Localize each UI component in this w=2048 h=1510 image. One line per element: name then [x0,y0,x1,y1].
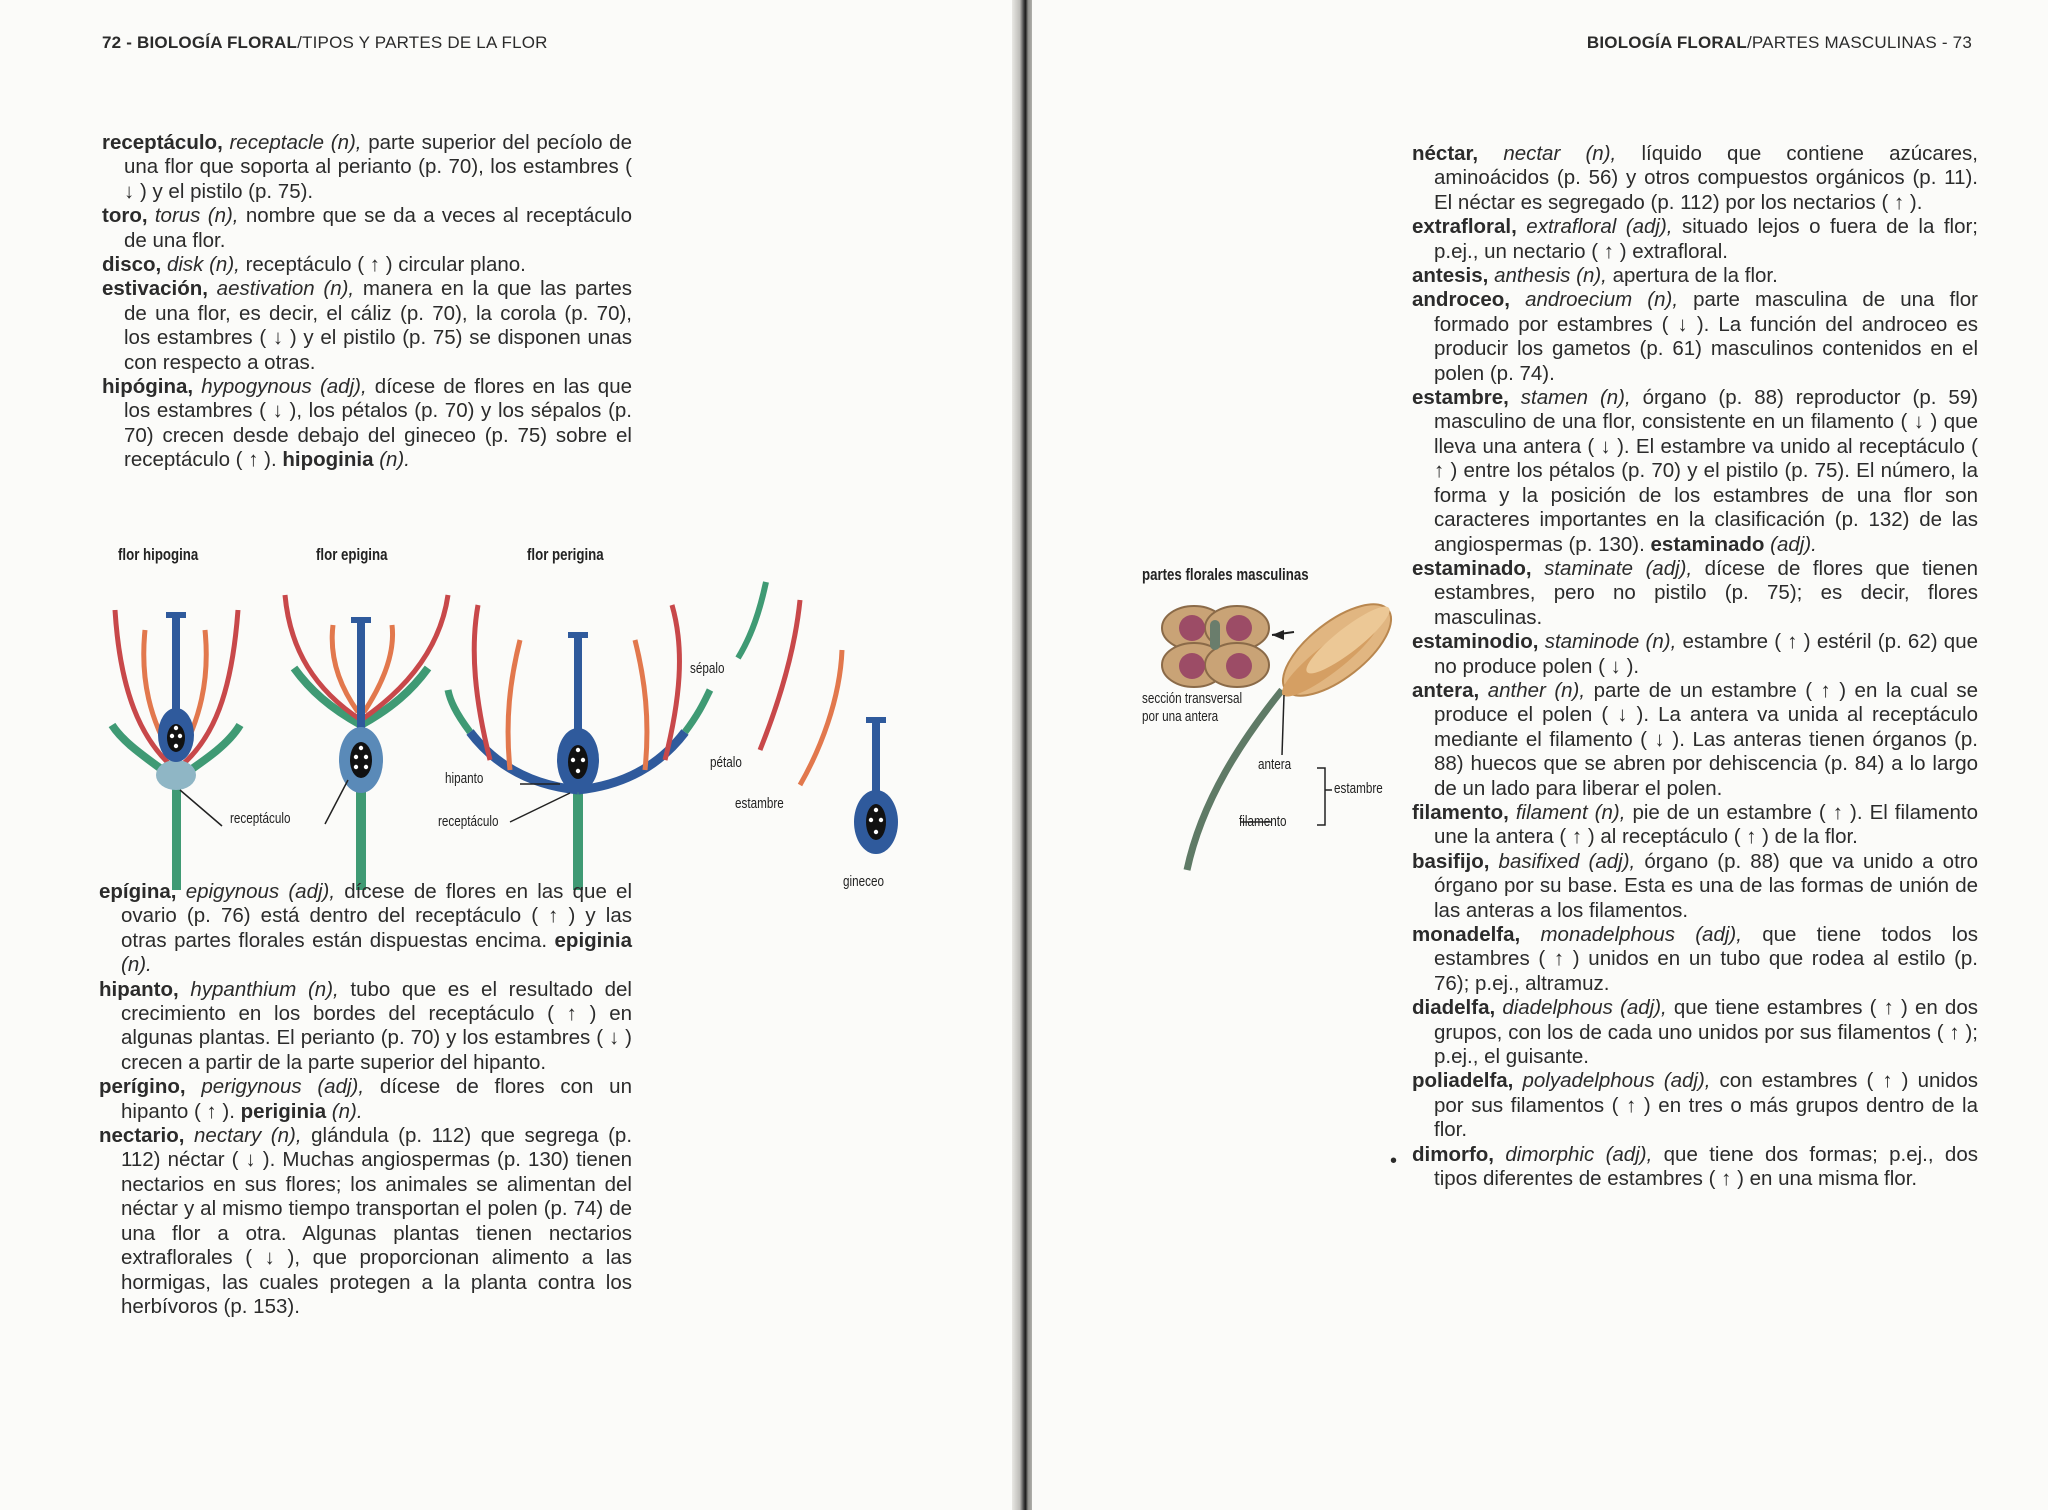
glossary-entry [99,880,632,978]
margin-bullet: • [1390,1150,1398,1172]
entry-term: extrafloral, [1412,215,1517,239]
entry-definition: que tiene todos los estambres ( ↑ ) unidos en un tubo que rodea al estilo (p. 76); p.ej., altramuz. [1434,923,1978,995]
label-estambre-left: estambre [735,795,784,812]
entry-english: extrafloral (adj), [1526,215,1673,239]
entry-definition: glándula (p. 112) que segrega (p. 112) néctar ( ↓ ). Muchas angiospermas (p. 130) tienen nectarios en sus flores; los animales se alimentan del néctar y al mismo tiempo transportan el polen (p. 74) de una flor a otra. Algunas plantas tienen nectarios extraflorales ( ↓ ), que proporcionan alimento a las hormigas, las cuales protegen a la planta contra los herbívoros (p. 153). [121,1124,633,1318]
label-filamento: filamento [1239,813,1287,830]
entry-term: basifijo, [1412,849,1490,873]
entry-definition: pie de un estambre ( ↑ ). El filamento une la antera ( ↑ ) al receptáculo ( ↑ ) de la flor. [1434,800,1978,849]
glossary-entry [1412,923,1978,996]
entry-english: staminode (n), [1544,630,1677,654]
entry-term: poliadelfa, [1412,1069,1514,1093]
entry-term: antera, [1412,678,1480,702]
hypogynous-flower [112,610,240,890]
entry-derived-term: periginia [240,1099,327,1123]
entry-definition: dícese de flores en las que los estambres ( ↓ ), los pétalos (p. 70) y los sépalos (p. 70) crecen desde debajo del gineceo (p. 75) sobre el receptáculo ( ↑ ). [124,375,632,472]
entry-term: receptáculo, [102,131,223,154]
entry-term: disco, [102,253,162,277]
entry-english: anthesis (n), [1494,264,1607,288]
label-seccion-transversal: sección transversal [1142,690,1243,707]
entry-definition: nombre que se da a veces al receptáculo de una flor. [124,204,632,252]
entry-definition: órgano (p. 88) que va unido a otro órgano por su base. Esta es una de las formas de unión de las anteras a los filamentos. [1434,849,1978,922]
glossary-entry [1412,1143,1978,1192]
entry-derived-term: epiginia [554,928,632,952]
entry-english: epigynous (adj), [185,880,336,903]
glossary-entry [1412,630,1978,679]
glossary-entry [1412,386,1978,557]
entry-english: nectary (n), [194,1124,302,1148]
entry-definition: con estambres ( ↑ ) unidos por sus filamentos ( ↑ ) en tres o más grupos dentro de la flor. [1434,1069,1978,1142]
entry-derived-tag: (n). [331,1099,363,1123]
entry-term: epígina, [99,880,177,903]
entry-english: monadelphous (adj), [1540,923,1742,946]
entry-english: disk (n), [166,253,240,277]
entry-derived-tag: (adj). [1770,532,1817,556]
entry-english: aestivation (n), [216,277,355,301]
glossary-entry [1412,557,1978,630]
entry-definition: parte superior del pecíolo de una flor que soporta al perianto (p. 70), los estambres ( ↓ ) y el pistilo (p. 75). [124,131,632,203]
label-estambre-right: estambre [1334,780,1383,797]
entry-english: nectar (n), [1503,142,1617,165]
entry-english: perigynous (adj), [201,1075,365,1099]
entry-english: receptacle (n), [229,131,362,154]
entry-term: estambre, [1412,386,1509,410]
entry-definition: parte masculina de una flor formado por estambres ( ↓ ). La función del androceo es producir los gametos (p. 61) masculinos contenidos en el polen (p. 74). [1434,288,1978,385]
label-receptaculo-perigina: receptáculo [438,813,499,830]
entry-english: anther (n), [1487,678,1586,702]
glossary-entry [1412,996,1978,1069]
label-antera: antera [1258,756,1292,773]
entry-derived-term: estaminado [1650,532,1765,556]
entry-english: hypogynous (adj), [201,375,367,399]
label-sepalo: sépalo [690,660,725,677]
right-page [1032,0,2048,1510]
glossary-entry [1412,850,1978,923]
figure-title-perigina: flor perigina [527,545,604,564]
label-gineceo: gineceo [843,873,884,890]
left-page [0,0,1016,1510]
glossary-entry [1412,679,1978,801]
glossary-entry [99,1124,632,1319]
entry-term: néctar, [1412,142,1479,165]
entry-definition: dícese de flores con un hipanto ( ↑ ). [121,1075,632,1123]
glossary-column-right [1412,142,1978,1191]
label-petalo: pétalo [710,754,742,771]
header-prefix: 72 - BIOLOGÍA FLORAL [102,33,298,52]
header-prefix: BIOLOGÍA FLORAL [1586,33,1747,52]
entry-english: androecium (n), [1525,288,1679,312]
entry-term: hipanto, [99,977,179,1001]
entry-definition: manera en la que las partes de una flor, es decir, el cáliz (p. 70), la corola (p. 70), los estambres ( ↓ ) y el pistilo (p. 75) se disponen unas con respecto a otras. [124,277,632,374]
entry-term: antesis, [1412,264,1489,288]
entry-derived-tag: (n). [121,953,152,977]
epigynous-flower [285,595,448,890]
entry-english: diadelphous (adj), [1502,996,1667,1020]
entry-term: estivación, [102,277,208,301]
entry-definition: que tiene dos formas; p.ej., dos tipos diferentes de estambres ( ↑ ) en una misma flor. [1434,1142,1978,1191]
entry-derived-term: hipoginia [282,448,374,472]
glossary-column-left-bottom [99,880,632,1319]
glossary-entry [1412,142,1978,215]
entry-term: estaminado, [1412,556,1532,580]
figure-title-hipogina: flor hipogina [118,545,199,564]
entry-english: hypanthium (n), [190,977,339,1001]
entry-definition: órgano (p. 88) reproductor (p. 59) masculino de una flor, consistente en un filamento ( ↓ ) que lleva una antera ( ↓ ). El estambre va unido al receptáculo ( ↑ ) entre los pétalos (p. 70) y el pistilo (p. 75). El número, la forma y la posición de los estambres de una flor son caracteres importantes en la clasificación (p. 132) de las angiospermas (p. 130). [1434,386,1979,556]
entry-english: filament (n), [1515,800,1626,824]
entry-english: stamen (n), [1520,386,1631,410]
glossary-entry [1412,288,1978,386]
entry-term: dimorfo, [1412,1142,1494,1166]
entry-term: nectario, [99,1124,185,1148]
entry-english: staminate (adj), [1544,556,1693,580]
entry-term: estaminodio, [1412,630,1539,654]
entry-definition: dícese de flores en las que el ovario (p. 76) está dentro del receptáculo ( ↑ ) y las otras partes florales están dispuestas encima. [121,880,633,952]
anther-cross-section [1162,606,1269,687]
entry-english: dimorphic (adj), [1505,1142,1653,1166]
entry-term: androceo, [1412,288,1510,312]
entry-english: basifixed (adj), [1498,849,1636,873]
entry-definition: receptáculo ( ↑ ) circular plano. [245,253,526,277]
glossary-entry [1412,264,1978,288]
glossary-entry [1412,215,1978,264]
entry-definition: tubo que es el resultado del crecimiento en los bordes del receptáculo ( ↑ ) en algunas plantas. El perianto (p. 70) y los estambres ( ↓ ) crecen a partir de la parte superior del hipanto. [121,977,632,1074]
label-por-una-antera: por una antera [1142,708,1219,725]
entry-definition: parte de un estambre ( ↑ ) en la cual se produce el polen ( ↓ ). La antera va unida al receptáculo mediante el filamento ( ↓ ). Las anteras tienen órganos (p. 88) huecos que se abren por dehiscencia (p. 84) a lo largo de un lado para liberar el polen. [1434,678,1978,800]
figure-title-masculinas: partes florales masculinas [1142,565,1309,584]
entry-english: torus (n), [154,204,239,228]
label-receptaculo-hipogina: receptáculo [230,810,291,827]
entry-definition: líquido que contiene azúcares, aminoácidos (p. 56) y otros compuestos orgánicos (p. 11). El néctar es segregado (p. 112) por los nectarios ( ↑ ). [1434,142,1979,214]
entry-term: filamento, [1412,800,1509,824]
label-hipanto: hipanto [445,770,484,787]
entry-derived-tag: (n). [379,448,410,472]
figure-title-epigina: flor epigina [316,545,388,564]
glossary-entry [99,1075,632,1124]
glossary-entry [1412,1069,1978,1142]
header-suffix: /PARTES MASCULINAS - 73 [1746,33,1972,52]
entry-term: diadelfa, [1412,996,1496,1020]
entry-english: polyadelphous (adj), [1522,1069,1711,1093]
entry-term: toro, [102,204,148,228]
entry-definition: dícese de flores que tienen estambres, pero no pistilo (p. 75); es decir, flores masculinas. [1434,556,1978,629]
entry-term: monadelfa, [1412,923,1521,946]
entry-definition: situado lejos o fuera de la flor; p.ej., un nectario ( ↑ ) extrafloral. [1434,215,1978,263]
entry-term: hipógina, [102,375,194,399]
entry-term: perígino, [99,1075,186,1099]
header-suffix: /TIPOS Y PARTES DE LA FLOR [297,33,548,52]
entry-definition: apertura de la flor. [1612,264,1778,288]
glossary-entry [99,978,632,1076]
entry-definition: que tiene estambres ( ↑ ) en dos grupos, con los de cada uno unidos por sus filamentos ( ↑ ); p.ej., el guisante. [1434,996,1978,1069]
perigynous-flower [448,605,710,890]
glossary-entry [1412,801,1978,850]
floral-parts-detached [738,582,898,854]
entry-definition: estambre ( ↑ ) estéril (p. 62) que no produce polen ( ↓ ). [1434,630,1978,678]
